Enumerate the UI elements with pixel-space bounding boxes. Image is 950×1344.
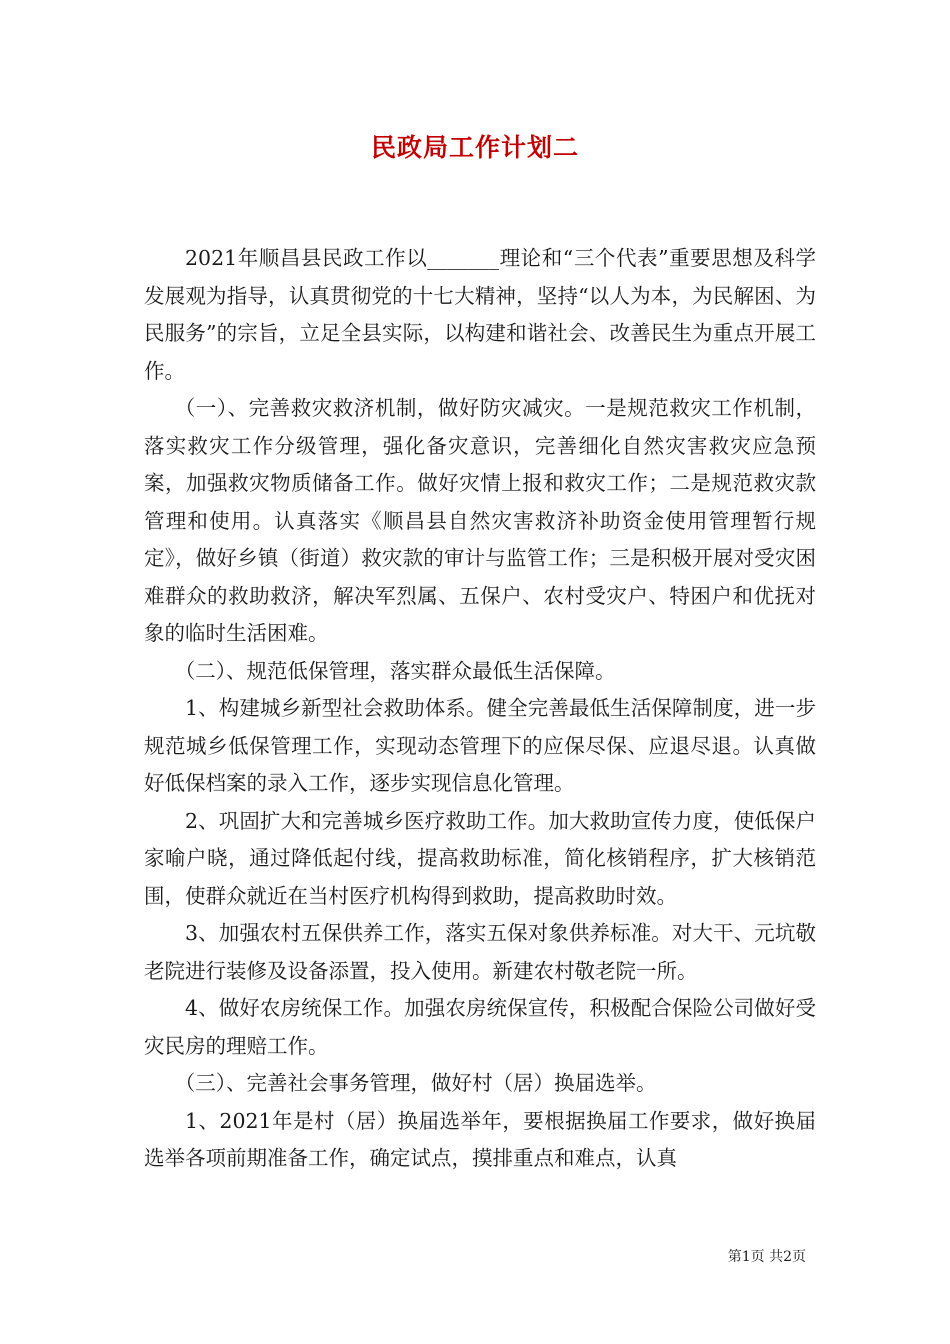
paragraph: 3、加强农村五保供养工作，落实五保对象供养标准。对大干、元坑敬老院进行装修及设备添置，投入使用。新建农村敬老院一所。 [144,921,816,983]
paragraph: 2、巩固扩大和完善城乡医疗救助工作。加大救助宣传力度，使低保户家喻户晓，通过降低起付线，提高救助标准，简化核销程序，扩大核销范围，使群众就近在当村医疗机构得到救助，提高救助时效。 [144,808,816,908]
document-body [144,240,816,1178]
paragraph: 2021年顺昌县民政工作以_______理论和“三个代表”重要思想及科学发展观为指导，认真贯彻党的十七大精神，坚持“以人为本，为民解困、为民服务”的宗旨，立足全县实际，以构建和谐社会、改善民生为重点开展工作。 [144,246,816,383]
paragraph: （一）、完善救灾救济机制，做好防灾减灾。一是规范救灾工作机制，落实救灾工作分级管理，强化备灾意识，完善细化自然灾害救灾应急预案，加强救灾物质储备工作。做好灾情上报和救灾工作；二是规范救灾款管理和使用。认真落实《顺昌县自然灾害救济补助资金使用管理暂行规定》，做好乡镇（街道）救灾款的审计与监管工作；三是积极开展对受灾困难群众的救助救济，解决军烈属、五保户、农村受灾户、特困户和优抚对象的临时生活困难。 [144,396,816,645]
paragraph: （二）、规范低保管理，落实群众最低生活保障。 [174,658,616,683]
paragraph: 1、2021年是村（居）换届选举年，要根据换届工作要求，做好换届选举各项前期准备工作，确定试点，摸排重点和难点，认真 [144,1108,816,1170]
paragraph: 4、做好农房统保工作。加强农房统保宣传，积极配合保险公司做好受灾民房的理赔工作。 [144,996,816,1058]
page-number-footer: 第1页 共2页 [727,1249,806,1265]
document-title: 民政局工作计划二 [370,133,579,162]
paragraph: 1、构建城乡新型社会救助体系。健全完善最低生活保障制度，进一步规范城乡低保管理工作，实现动态管理下的应保尽保、应退尽退。认真做好低保档案的录入工作，逐步实现信息化管理。 [144,696,816,795]
paragraph: （三）、完善社会事务管理，做好村（居）换届选举。 [174,1071,657,1095]
